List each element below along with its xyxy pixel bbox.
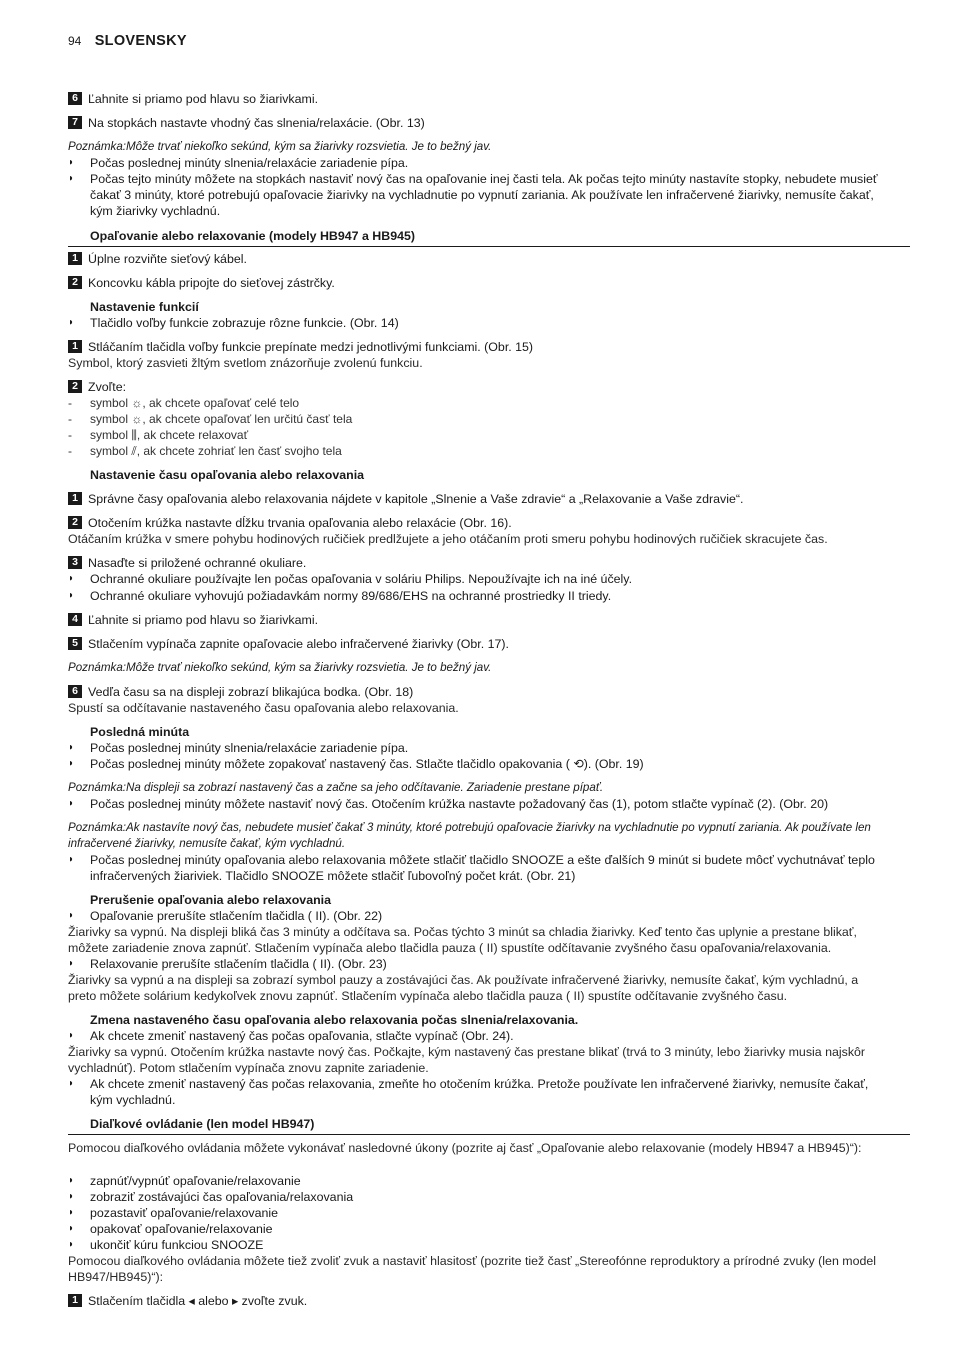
paragraph: Spustí sa odčítavanie nastaveného času opaľovania alebo relaxovania.	[68, 701, 459, 715]
bullet-icon: ◗	[68, 317, 75, 328]
step-number: 6	[68, 685, 82, 698]
step-text: Stlačením vypínača zapnite opaľovacie alebo infračervené žiarivky (Obr. 17).	[88, 637, 509, 651]
dash-marker: -	[68, 412, 72, 426]
dash-text: symbol ☼, ak chcete opaľovať len určitú časť tela	[90, 412, 353, 426]
step-number: 6	[68, 92, 82, 105]
step-text: Vedľa času sa na displeji zobrazí blikajúca bodka. (Obr. 18)	[88, 685, 414, 699]
paragraph: Žiarivky sa vypnú. Na displeji bliká čas 3 minúty a odčítava sa. Počas týchto 3 minút sa chladia žiarivky. Keď tento čas uplynie a prestane blikať, môžete zariadenie znova zapnúť. Stlačením vypínača alebo tlačidla pauza ( II) spustíte odčítavanie zvyšného času opaľovania/relaxovania.	[68, 925, 857, 955]
step-text: Ľahnite si priamo pod hlavu so žiarivkami.	[88, 613, 319, 627]
bullet-item	[68, 315, 888, 331]
bullet-text: Počas tejto minúty môžete na stopkách nastaviť nový čas na opaľovanie inej časti tela. Ak počas tejto minúty nastavíte stopky, nebudete musieť čakať 3 minúty, ktoré potrebujú opaľovacie žiarivky na vychladnutie po vypnutí zariania. Ak používate len infračervené žiarivky, nemusíte čakať, kým žiarivky vychladnú.	[90, 172, 878, 218]
bullet-text: Počas poslednej minúty môžete zopakovať nastavený čas. Stlačte tlačidlo opakovania ( ⟲). (Obr. 19)	[90, 757, 644, 771]
bullet-item	[68, 852, 888, 884]
step-2	[68, 275, 888, 291]
step-text: Na stopkách nastavte vhodný čas slnenia/relaxácie. (Obr. 13)	[88, 116, 425, 130]
bullet-icon: ◗	[68, 1030, 75, 1041]
step-number: 3	[68, 556, 82, 569]
bullet-text: Počas poslednej minúty slnenia/relaxácie zariadenie pípa.	[90, 156, 409, 170]
subheading: Nastavenie času opaľovania alebo relaxovania	[90, 468, 365, 482]
bullet-text: Relaxovanie prerušíte stlačením tlačidla ( II). (Obr. 23)	[90, 957, 387, 971]
bullet-item	[68, 1028, 888, 1044]
paragraph: Otáčaním krúžka v smere pohybu hodinových ručičiek predlžujete a jeho otáčaním proti smeru pohybu hodinových ručičiek skracujete čas.	[68, 532, 828, 546]
bullet-icon: ◗	[68, 1223, 75, 1234]
step-text: Otočením krúžka nastavte dĺžku trvania opaľovania alebo relaxácie (Obr. 16).	[88, 516, 512, 530]
dash-text: symbol ☼, ak chcete opaľovať celé telo	[90, 396, 300, 410]
bullet-item	[68, 571, 888, 587]
bullet-icon: ◗	[68, 1207, 75, 1218]
step-text: Úplne rozviňte sieťový kábel.	[88, 252, 247, 266]
paragraph: Pomocou diaľkového ovládania môžete tiež zvoliť zvuk a nastaviť hlasitosť (pozrite tiež časť „Stereofónne reproduktory a prírodné zvuky (len model HB947/HB945)“):	[68, 1254, 877, 1284]
step-3	[68, 555, 888, 571]
dash-marker: -	[68, 428, 72, 442]
bullet-icon: ◗	[68, 854, 75, 865]
step-text: Stláčaním tlačidla voľby funkcie prepínate medzi jednotlivými funkciami. (Obr. 15)	[88, 340, 534, 354]
bullet-item	[68, 796, 888, 812]
bullet-item	[68, 588, 888, 604]
step-number: 2	[68, 276, 82, 289]
bullet-text: Ak chcete zmeniť nastavený čas počas relaxovania, zmeňte ho otočením krúžka. Pretože používate len infračervené žiarivky, nemusíte čakať, kým vychladnú.	[90, 1077, 869, 1107]
bullet-text: Tlačidlo voľby funkcie zobrazuje rôzne funkcie. (Obr. 14)	[90, 316, 399, 330]
step-number: 1	[68, 1294, 82, 1307]
section-heading: Opaľovanie alebo relaxovanie (modely HB947 a HB945)	[68, 228, 910, 247]
paragraph: Pomocou diaľkového ovládania môžete vykonávať nasledovné úkony (pozrite aj časť „Opaľovanie alebo relaxovanie (modely HB947 a HB945)“):	[68, 1141, 862, 1155]
bullet-icon: ◗	[68, 1191, 75, 1202]
page-number: 94	[68, 34, 82, 48]
bullet-item	[68, 171, 888, 219]
bullet-icon: ◗	[68, 910, 75, 921]
bullet-text: Počas poslednej minúty môžete nastaviť nový čas. Otočením krúžka nastavte požadovaný čas (1), potom stlačte vypínač (2). (Obr. 20)	[90, 797, 829, 811]
bullet-item	[68, 1237, 888, 1253]
bullet-text: pozastaviť opaľovanie/relaxovanie	[90, 1206, 279, 1220]
step-number: 5	[68, 637, 82, 650]
bullet-text: Počas poslednej minúty slnenia/relaxácie zariadenie pípa.	[90, 741, 409, 755]
bullet-icon: ◗	[68, 157, 75, 168]
step-1	[68, 339, 888, 355]
step-text: Koncovku kábla pripojte do sieťovej zástrčky.	[88, 276, 335, 290]
paragraph: Symbol, ktorý zasvieti žltým svetlom znázorňuje zvolenú funkciu.	[68, 356, 423, 370]
note: Poznámka:Na displeji sa zobrazí nastavený čas a začne sa jeho odčítavanie. Zariadenie prestane pípať.	[68, 781, 604, 794]
dash-item	[68, 395, 888, 411]
bullet-icon: ◗	[68, 173, 75, 184]
note: Poznámka:Môže trvať niekoľko sekúnd, kým sa žiarivky rozsvietia. Je to bežný jav.	[68, 140, 492, 153]
bullet-item	[68, 756, 888, 772]
step-number: 2	[68, 516, 82, 529]
page-header	[68, 33, 187, 49]
note: Poznámka:Môže trvať niekoľko sekúnd, kým sa žiarivky rozsvietia. Je to bežný jav.	[68, 661, 492, 674]
step-number: 4	[68, 613, 82, 626]
step-text: Ľahnite si priamo pod hlavu so žiarivkami.	[88, 92, 319, 106]
step-text: Stlačením tlačidla ◂ alebo ▸ zvoľte zvuk.	[88, 1294, 308, 1308]
dash-text: symbol ⫽, ak chcete zohriať len časť svojho tela	[90, 444, 342, 458]
step-6	[68, 91, 888, 107]
dash-item	[68, 427, 888, 443]
step-text: Nasaďte si priložené ochranné okuliare.	[88, 556, 307, 570]
dash-item	[68, 443, 888, 459]
bullet-text: ukončiť kúru funkciou SNOOZE	[90, 1238, 264, 1252]
language-title: SLOVENSKY	[94, 33, 187, 49]
bullet-text: opakovať opaľovanie/relaxovanie	[90, 1222, 273, 1236]
subheading: Zmena nastaveného času opaľovania alebo relaxovania počas slnenia/relaxovania.	[90, 1013, 579, 1027]
bullet-icon: ◗	[68, 573, 75, 584]
dash-item	[68, 411, 888, 427]
step-1	[68, 491, 888, 507]
bullet-item	[68, 1189, 888, 1205]
step-1	[68, 251, 888, 267]
bullet-item	[68, 1205, 888, 1221]
bullet-item	[68, 1221, 888, 1237]
step-number: 1	[68, 492, 82, 505]
step-number: 2	[68, 380, 82, 393]
step-6	[68, 684, 888, 700]
paragraph: Žiarivky sa vypnú. Otočením krúžka nastavte nový čas. Počkajte, kým nastavený čas prestane blikať (trvá to 3 minúty, lebo žiarivky musia najskôr vychladnúť). Potom stlačením vypínača znovu zapnite zariadenie.	[68, 1045, 866, 1075]
step-5	[68, 636, 888, 652]
bullet-item	[68, 1173, 888, 1189]
bullet-text: Opaľovanie prerušíte stlačením tlačidla ( II). (Obr. 22)	[90, 909, 383, 923]
step-number: 7	[68, 116, 82, 129]
bullet-text: Počas poslednej minúty opaľovania alebo relaxovania môžete stlačiť tlačidlo SNOOZE a ešte ďalších 9 minút si budete môcť vychutnávať teplo infračervených žiariviek. Tlačidlo SNOOZE môžete stlačiť ľubovoľný počet krát. (Obr. 21)	[90, 853, 875, 883]
bullet-text: Ak chcete zmeniť nastavený čas počas opaľovania, stlačte vypínač (Obr. 24).	[90, 1029, 514, 1043]
dash-marker: -	[68, 444, 72, 458]
bullet-icon: ◗	[68, 742, 75, 753]
bullet-icon: ◗	[68, 1239, 75, 1250]
bullet-icon: ◗	[68, 798, 75, 809]
bullet-item	[68, 908, 888, 924]
note: Poznámka:Ak nastavíte nový čas, nebudete musieť čakať 3 minúty, ktoré potrebujú opaľovacie žiarivky na vychladnutie po vypnutí zariania. Ak používate len infračervené žiarivky, nemusíte čakať, kým vychladnú.	[68, 821, 871, 850]
step-1	[68, 1293, 888, 1309]
bullet-icon: ◗	[68, 590, 75, 601]
bullet-text: Ochranné okuliare vyhovujú požiadavkám normy 89/686/EHS na ochranné prostriedky II triedy.	[90, 589, 612, 603]
bullet-item	[68, 956, 888, 972]
step-number: 1	[68, 340, 82, 353]
subheading: Nastavenie funkcií	[90, 300, 199, 314]
bullet-text: Ochranné okuliare používajte len počas opaľovania v soláriu Philips. Nepoužívajte ich na iné účely.	[90, 572, 633, 586]
step-4	[68, 612, 888, 628]
subheading: Prerušenie opaľovania alebo relaxovania	[90, 893, 331, 907]
subheading: Posledná minúta	[90, 725, 190, 739]
bullet-item	[68, 155, 888, 171]
step-7	[68, 115, 888, 131]
bullet-item	[68, 740, 888, 756]
bullet-icon: ◗	[68, 758, 75, 769]
bullet-icon: ◗	[68, 1175, 75, 1186]
step-2	[68, 515, 888, 531]
dash-marker: -	[68, 396, 72, 410]
bullet-icon: ◗	[68, 1078, 75, 1089]
step-text: Zvoľte:	[88, 380, 127, 394]
bullet-text: zobraziť zostávajúci čas opaľovania/relaxovania	[90, 1190, 354, 1204]
dash-text: symbol ⫼, ak chcete relaxovať	[90, 428, 249, 442]
bullet-item	[68, 1076, 888, 1108]
step-text: Správne časy opaľovania alebo relaxovania nájdete v kapitole „Slnenie a Vaše zdravie“ a „Relaxovanie a Vaše zdravie“.	[88, 492, 744, 506]
step-2	[68, 379, 888, 395]
step-number: 1	[68, 252, 82, 265]
bullet-icon: ◗	[68, 958, 75, 969]
paragraph: Žiarivky sa vypnú a na displeji sa zobrazí symbol pauzy a zostávajúci čas. Ak používate infračervené žiarivky, nemusíte čakať, kým vychladnú, a preto môžete solárium kedykoľvek znovu zapnúť. Stlačením vypínača alebo tlačidla pauza ( II) spustíte odčítavanie zvyšného času.	[68, 973, 859, 1003]
section-heading: Diaľkové ovládanie (len model HB947)	[68, 1116, 910, 1135]
bullet-text: zapnúť/vypnúť opaľovanie/relaxovanie	[90, 1174, 301, 1188]
